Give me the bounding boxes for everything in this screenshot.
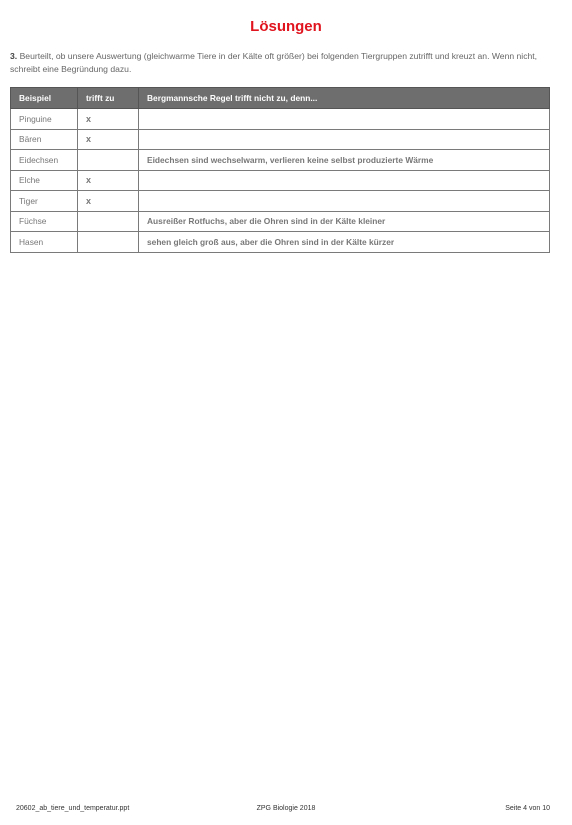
cell-example: Füchse: [11, 211, 78, 232]
cell-applies: [78, 211, 139, 232]
footer-filename: 20602_ab_tiere_und_temperatur.ppt: [16, 805, 130, 812]
cell-reason: [139, 170, 550, 191]
task-number: 3.: [10, 51, 18, 61]
cell-reason: [139, 109, 550, 130]
header-reason: Bergmannsche Regel trifft nicht zu, denn...: [139, 88, 550, 109]
table-row: [11, 191, 550, 212]
cell-example: Eidechsen: [11, 150, 78, 171]
page-title: Lösungen: [250, 18, 322, 35]
table-row: [11, 129, 550, 150]
cell-reason: Eidechsen sind wechselwarm, verlieren keine selbst produzierte Wärme: [139, 150, 550, 171]
cell-example: Elche: [11, 170, 78, 191]
table-row: [11, 232, 550, 253]
results-table: [10, 87, 550, 253]
cell-example: Pinguine: [11, 109, 78, 130]
cell-applies: x: [78, 129, 139, 150]
cell-applies: x: [78, 109, 139, 130]
cell-applies: [78, 232, 139, 253]
cell-example: Tiger: [11, 191, 78, 212]
header-example: Beispiel: [11, 88, 78, 109]
table-row: [11, 109, 550, 130]
table-row: [11, 150, 550, 171]
footer-course: ZPG Biologie 2018: [256, 805, 316, 812]
cell-applies: x: [78, 191, 139, 212]
table-row: [11, 211, 550, 232]
cell-applies: x: [78, 170, 139, 191]
cell-reason: sehen gleich groß aus, aber die Ohren sind in der Kälte kürzer: [139, 232, 550, 253]
task-text: Beurteilt, ob unsere Auswertung (gleichwarme Tiere in der Kälte oft größer) bei folgenden Tiergruppen zutrifft und kreuzt an. Wenn nicht, schreibt eine Begründung dazu.: [10, 51, 538, 74]
table-row: [11, 170, 550, 191]
header-applies: trifft zu: [78, 88, 139, 109]
cell-applies: [78, 150, 139, 171]
cell-reason: [139, 129, 550, 150]
cell-example: Bären: [11, 129, 78, 150]
task-instruction: [10, 50, 552, 76]
table-header-row: [11, 88, 550, 109]
cell-reason: [139, 191, 550, 212]
cell-example: Hasen: [11, 232, 78, 253]
cell-reason: Ausreißer Rotfuchs, aber die Ohren sind in der Kälte kleiner: [139, 211, 550, 232]
footer-page-number: Seite 4 von 10: [505, 805, 550, 812]
